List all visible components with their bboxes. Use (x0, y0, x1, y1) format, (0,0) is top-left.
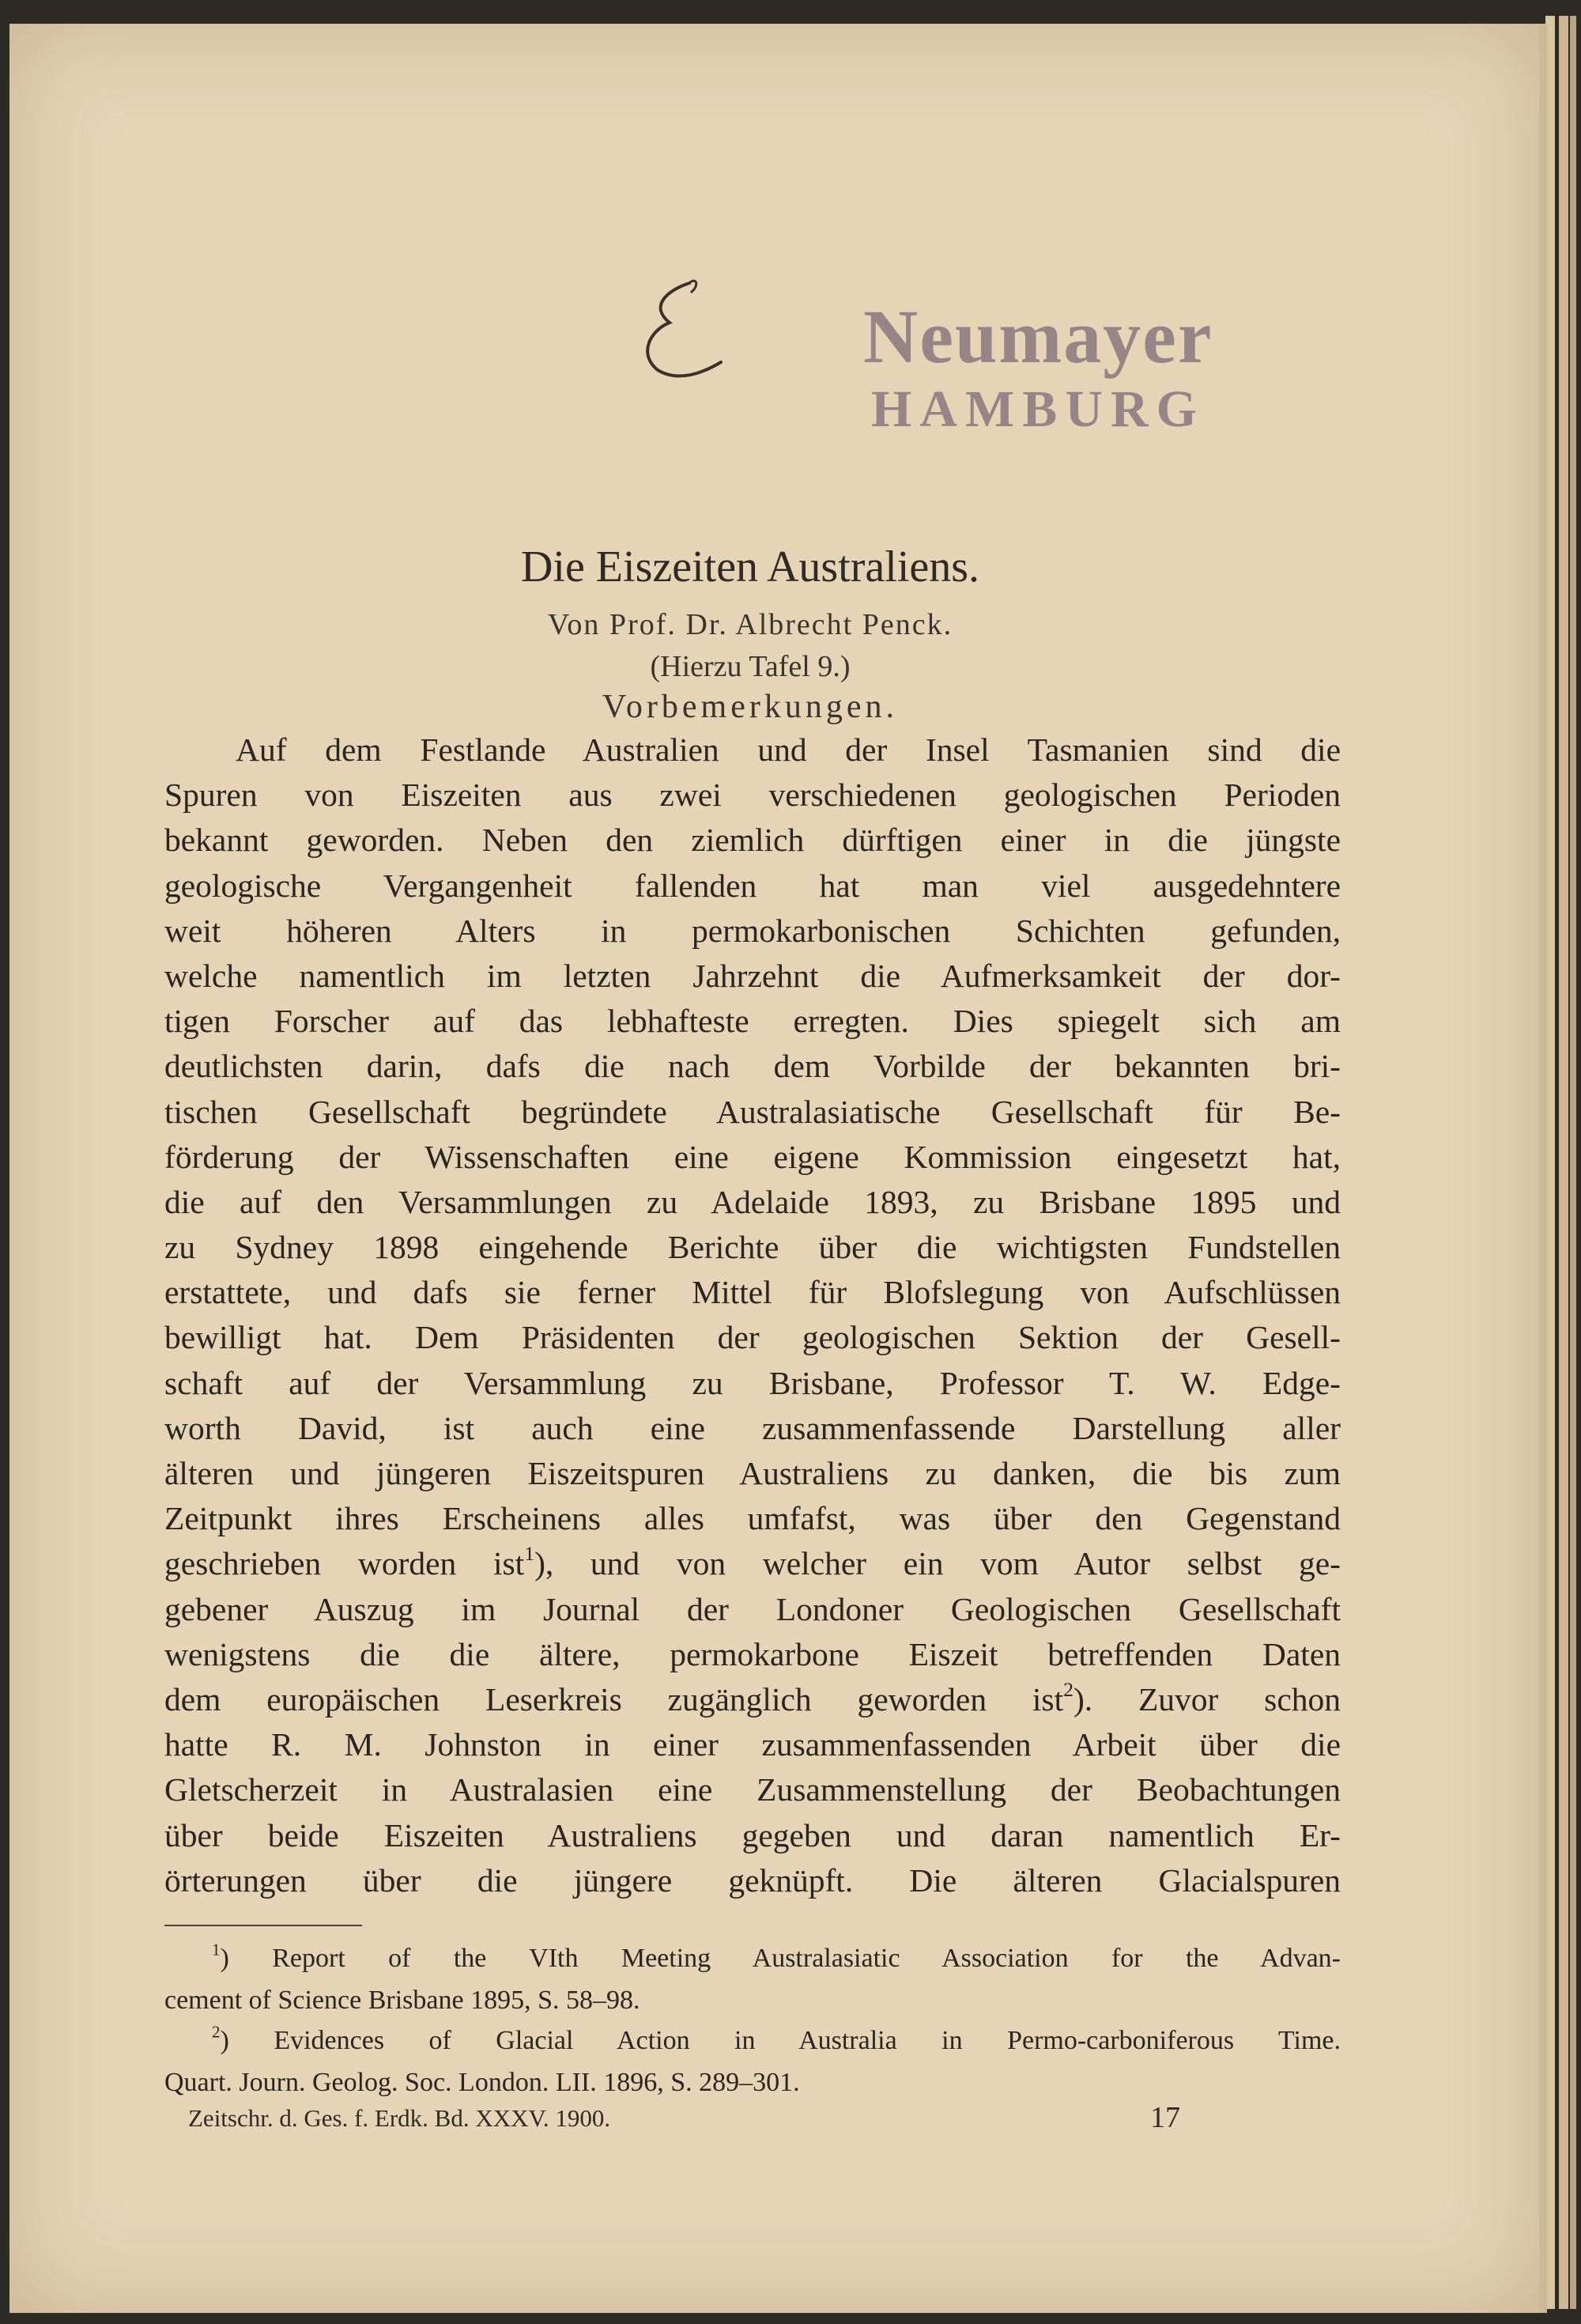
text-line: bekannt geworden. Neben den ziemlich dürftigen einer in die jüngste (164, 822, 1341, 859)
footnote-line (164, 1937, 1341, 1979)
text-line: weit höheren Alters in permokarbonischen Schichten gefunden, (164, 912, 1341, 949)
footnote-text: ) Evidences of Glacial Action in Australia in Permo-carboniferous Time. (220, 2026, 1341, 2055)
text-line: Zeitpunkt ihres Erscheinens alles umfafst, was über den Gegenstand (164, 1500, 1341, 1537)
text-line-with-ref (164, 1541, 1341, 1586)
text-line: welche namentlich im letzten Jahrzehnt die Aufmerksamkeit der dor- (164, 957, 1341, 994)
text-line: über beide Eiszeiten Australiens gegeben und daran namentlich Er- (164, 1816, 1341, 1854)
body-text (164, 727, 1341, 1903)
footnote-divider (164, 1925, 362, 1926)
text-line: worth David, ist auch eine zusammenfassende Darstellung aller (164, 1409, 1341, 1446)
footnote-1 (164, 1937, 1341, 2021)
footnote-text: ) Report of the VIth Meeting Australasiatic Association for the Advan- (220, 1944, 1341, 1973)
text-line: älteren und jüngeren Eiszeitspuren Australiens zu danken, die bis zum (164, 1455, 1341, 1491)
text-segment: geschrieben worden ist (164, 1545, 525, 1582)
footnote-line: cement of Science Brisbane 1895, S. 58–98. (164, 1986, 640, 2015)
footnote-2 (164, 2020, 1341, 2103)
text-line: örterungen über die jüngere geknüpft. Die älteren Glacialspuren (164, 1861, 1341, 1899)
text-line: wenigstens die die ältere, permokarbone Eiszeit betreffenden Daten (164, 1635, 1341, 1672)
page-edge (1559, 16, 1568, 2309)
text-line: schaft auf der Versammlung zu Brisbane, Professor T. W. Edge- (164, 1364, 1341, 1401)
text-segment: ). Zuvor schon (1073, 1680, 1341, 1717)
text-line: deutlichsten darin, dafs die nach dem Vorbilde der bekannten bri- (164, 1048, 1341, 1085)
text-segment: dem europäischen Leserkreis zugänglich geworden ist (164, 1680, 1064, 1717)
text-line: zu Sydney 1898 eingehende Berichte über die wichtigsten Fundstellen (164, 1229, 1341, 1266)
journal-citation: Zeitschr. d. Ges. f. Erdk. Bd. XXXV. 1900. (188, 2104, 611, 2132)
footnote-line (164, 2020, 1341, 2061)
text-line: hatte R. M. Johnston in einer zusammenfassenden Arbeit über die (164, 1726, 1341, 1763)
text-line: geologische Vergangenheit fallenden hat man viel ausgedehntere (164, 867, 1341, 904)
stamp-name: Neumayer (863, 294, 1213, 379)
footnote-ref: 2 (1063, 1677, 1073, 1701)
article-title: Die Eiszeiten Australiens. (520, 542, 980, 591)
author-byline: Von Prof. Dr. Albrecht Penck. (547, 608, 953, 641)
footnote-mark: 2 (212, 2022, 221, 2042)
text-line: erstattete, und dafs sie ferner Mittel für Blofslegung von Aufschlüssen (164, 1274, 1341, 1311)
text-line: Gletscherzeit in Australasien eine Zusammenstellung der Beobachtungen (164, 1771, 1341, 1808)
stamp-city: HAMBURG (871, 380, 1205, 438)
footnote-line: Quart. Journ. Geolog. Soc. London. LII. 1896, S. 289–301. (164, 2068, 800, 2097)
text-line: bewilligt hat. Dem Präsidenten der geologischen Sektion der Gesell- (164, 1319, 1341, 1356)
handwritten-mark-icon (634, 275, 737, 386)
text-line: tischen Gesellschaft begründete Australasiatische Gesellschaft für Be- (164, 1093, 1341, 1130)
text-line: die auf den Versammlungen zu Adelaide 1893, zu Brisbane 1895 und (164, 1183, 1341, 1220)
document-page (9, 24, 1547, 2313)
footnote-ref: 1 (524, 1542, 535, 1566)
text-segment: ), und von welcher ein vom Autor selbst ge- (534, 1545, 1341, 1582)
text-line: Auf dem Festlande Australien und der Insel Tasmanien sind die (236, 731, 1341, 768)
signature-number: 17 (1150, 2101, 1180, 2134)
section-heading: Vorbemerkungen. (602, 689, 898, 725)
footnote-mark: 1 (212, 1940, 221, 1959)
page-edge (1570, 16, 1576, 2309)
plate-note: (Hierzu Tafel 9.) (650, 650, 851, 683)
text-line: gebener Auszug im Journal der Londoner Geologischen Gesellschaft (164, 1590, 1341, 1627)
text-line: Spuren von Eiszeiten aus zwei verschiedenen geologischen Perioden (164, 777, 1341, 814)
text-line: tigen Forscher auf das lebhafteste erregten. Dies spiegelt sich am (164, 1003, 1341, 1040)
text-line-with-ref (164, 1677, 1341, 1722)
text-line: förderung der Wissenschaften eine eigene Kommission eingesetzt hat, (164, 1138, 1341, 1175)
